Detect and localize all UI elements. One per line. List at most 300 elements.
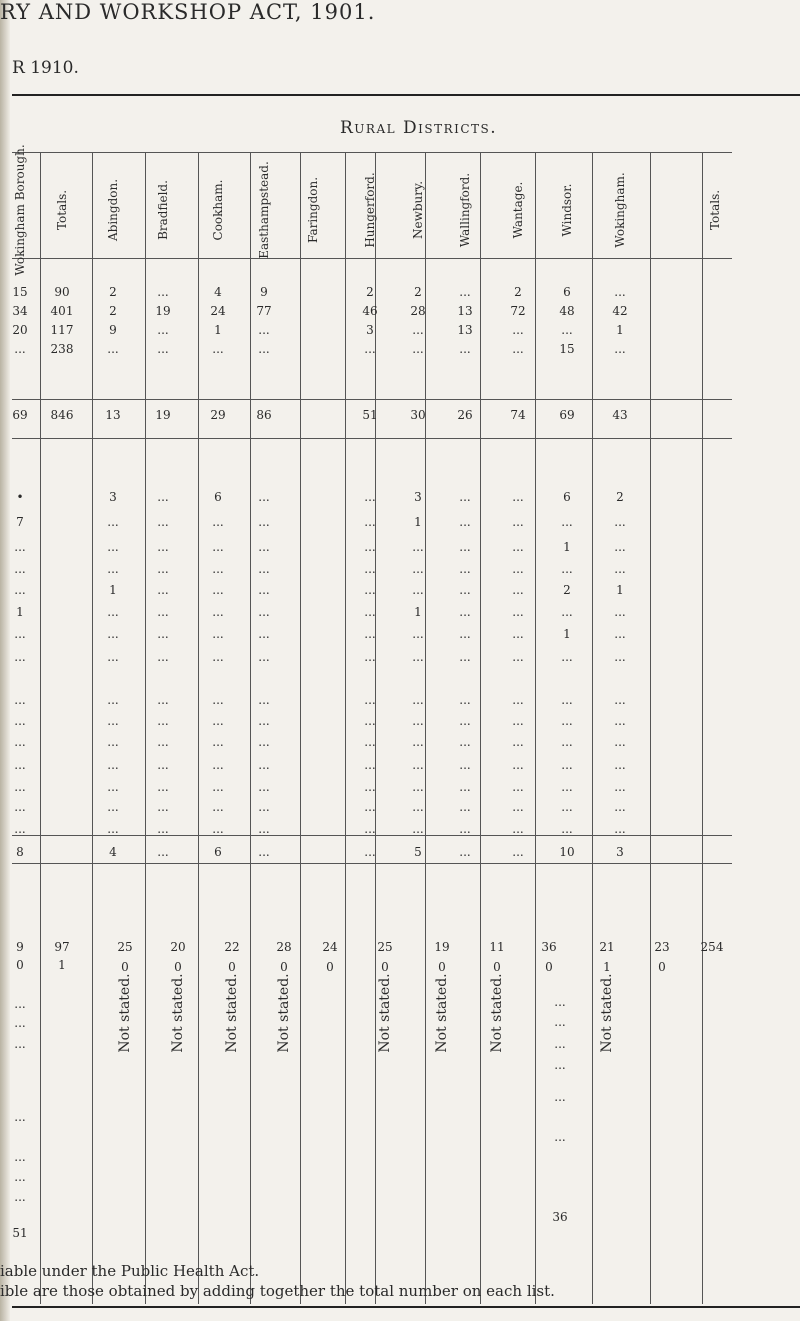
table-cell: ... — [258, 323, 270, 337]
column-header-wokingham-borough — [11, 144, 29, 276]
table-cell: 46 — [362, 304, 378, 318]
column-header-totals-right — [706, 164, 724, 256]
table-cell: ... — [614, 627, 626, 641]
column-header-district — [558, 164, 576, 256]
table-cell: ... — [364, 780, 376, 794]
table-cell: ... — [258, 822, 270, 836]
grand-total-cell: 254 — [700, 940, 724, 954]
table-cell: 6 — [563, 285, 571, 299]
count-cell: 0 — [545, 960, 553, 974]
left-cell: 15 — [12, 285, 28, 299]
table-cell: ... — [614, 758, 626, 772]
table-row-rule — [12, 438, 732, 439]
table-cell: 6 — [563, 490, 571, 504]
table-cell: ... — [614, 800, 626, 814]
table-cell: ... — [364, 800, 376, 814]
table-cell: ... — [412, 758, 424, 772]
count-cell: 36 — [541, 940, 557, 954]
left-cell: ... — [14, 800, 26, 814]
table-cell: ... — [107, 800, 119, 814]
table-cell: ... — [512, 735, 524, 749]
table-cell: ... — [512, 540, 524, 554]
table-cell: ... — [614, 714, 626, 728]
count-cell: 21 — [599, 940, 615, 954]
table-cell: 6 — [214, 490, 222, 504]
count-cell: 1 — [603, 960, 611, 974]
table-cell: ... — [258, 780, 270, 794]
table-cell: ... — [212, 714, 224, 728]
table-cell: ... — [459, 515, 471, 529]
table-cell: 4 — [214, 285, 222, 299]
table-cell: ... — [512, 583, 524, 597]
table-cell: ... — [107, 342, 119, 356]
table-cell: ... — [157, 735, 169, 749]
column-header-label: Wallingford. — [458, 172, 472, 248]
column-header-label: Totals. — [55, 189, 69, 231]
table-column-rule — [345, 152, 346, 1304]
table-cell: 1 — [414, 515, 422, 529]
table-cell: ... — [412, 540, 424, 554]
table-cell: ... — [157, 693, 169, 707]
table-cell: ... — [614, 342, 626, 356]
table-cell: ... — [107, 515, 119, 529]
table-cell: ... — [459, 800, 471, 814]
page-header-subtitle: R 1910. — [12, 58, 79, 78]
sum-cell: 26 — [457, 408, 473, 422]
table-column-rule — [300, 152, 301, 1304]
left-cell: • — [16, 490, 24, 504]
total-cell: 97 — [54, 940, 70, 954]
count-cell: 11 — [489, 940, 505, 954]
column-header-district — [304, 164, 322, 256]
not-stated-label — [487, 968, 507, 1058]
table-cell: ... — [157, 758, 169, 772]
table-cell: 3 — [366, 323, 374, 337]
not-stated-label — [168, 968, 188, 1058]
total-cell: 401 — [50, 304, 74, 318]
table-cell: ... — [614, 822, 626, 836]
left-cell: ... — [14, 583, 26, 597]
column-header-label: Easthampstead. — [257, 161, 271, 259]
sum-cell: 6 — [214, 845, 222, 859]
table-cell: 1 — [616, 583, 624, 597]
table-cell: ... — [212, 780, 224, 794]
column-header-label: Totals. — [708, 189, 722, 231]
table-cell: 1 — [414, 605, 422, 619]
not-stated-text: Not stated. — [224, 973, 240, 1053]
table-cell: ... — [157, 605, 169, 619]
column-header-label: Windsor. — [560, 183, 574, 237]
table-cell: ... — [459, 758, 471, 772]
left-cell: ... — [14, 342, 26, 356]
left-cell: ... — [14, 627, 26, 641]
total-cell: 117 — [50, 323, 74, 337]
table-cell: 15 — [559, 342, 575, 356]
table-cell: ... — [364, 627, 376, 641]
left-cell: ... — [14, 758, 26, 772]
table-cell: ... — [614, 650, 626, 664]
table-cell: ... — [258, 735, 270, 749]
sum-cell: 43 — [612, 408, 628, 422]
column-header-totals-left — [53, 164, 71, 256]
left-cell: ... — [14, 1037, 26, 1051]
table-cell: ... — [212, 650, 224, 664]
left-cell: 1 — [16, 605, 24, 619]
table-cell: ... — [364, 650, 376, 664]
table-cell: ... — [512, 758, 524, 772]
table-cell: ... — [258, 758, 270, 772]
column-header-label: Wokingham Borough. — [13, 144, 27, 276]
table-cell: ... — [212, 583, 224, 597]
table-cell: 1 — [616, 323, 624, 337]
column-header-label: Abingdon. — [106, 178, 120, 242]
table-column-rule — [198, 152, 199, 1304]
sum-cell: 29 — [210, 408, 226, 422]
left-cell: ... — [14, 1110, 26, 1124]
table-cell: ... — [412, 822, 424, 836]
count-cell: 0 — [381, 960, 389, 974]
table-cell: ... — [512, 650, 524, 664]
table-cell: ... — [412, 714, 424, 728]
sum-cell: 4 — [109, 845, 117, 859]
table-cell: ... — [258, 714, 270, 728]
count-cell: 0 — [658, 960, 666, 974]
column-header-district — [154, 164, 172, 256]
table-cell: ... — [459, 605, 471, 619]
table-cell: ... — [364, 714, 376, 728]
table-cell: ... — [157, 342, 169, 356]
count-cell: 22 — [224, 940, 240, 954]
table-cell: ... — [107, 605, 119, 619]
table-cell: ... — [561, 605, 573, 619]
table-cell: ... — [512, 693, 524, 707]
table-cell: ... — [614, 780, 626, 794]
table-cell: ... — [212, 562, 224, 576]
table-cell: ... — [512, 822, 524, 836]
left-cell: 34 — [12, 304, 28, 318]
table-cell: 24 — [210, 304, 226, 318]
sum-cell: 86 — [256, 408, 272, 422]
left-cell: ... — [14, 693, 26, 707]
column-header-label: Wokingham. — [613, 172, 627, 248]
table-cell: ... — [107, 780, 119, 794]
table-cell: ... — [459, 562, 471, 576]
table-cell: ... — [212, 342, 224, 356]
column-header-district — [209, 164, 227, 256]
left-cell: ... — [14, 780, 26, 794]
count-cell: 25 — [377, 940, 393, 954]
sum-cell: 30 — [410, 408, 426, 422]
table-cell: ... — [364, 515, 376, 529]
sum-cell: ... — [364, 845, 376, 859]
table-cell: ... — [561, 323, 573, 337]
column-header-district — [509, 164, 527, 256]
sum-cell: 8 — [16, 845, 24, 859]
sum-cell: 74 — [510, 408, 526, 422]
table-cell: ... — [561, 780, 573, 794]
left-cell: ... — [14, 1016, 26, 1030]
table-cell: ... — [364, 758, 376, 772]
total-cell: 1 — [58, 958, 66, 972]
left-cell: ... — [14, 540, 26, 554]
not-stated-label — [597, 968, 617, 1058]
footnote-2: ible are those obtained by adding together the total number on each list. — [0, 1282, 555, 1300]
table-row-rule — [12, 258, 732, 259]
table-cell: ... — [157, 650, 169, 664]
windsor-cell: ... — [554, 1090, 566, 1104]
table-cell: ... — [512, 490, 524, 504]
table-cell: ... — [212, 735, 224, 749]
table-cell: ... — [459, 342, 471, 356]
sum-cell: 846 — [50, 408, 74, 422]
column-header-label: Wantage. — [511, 181, 525, 239]
section-title: Rural Districts. — [340, 118, 498, 138]
table-cell: ... — [512, 323, 524, 337]
table-cell: 13 — [457, 323, 473, 337]
table-cell: ... — [212, 693, 224, 707]
count-cell: 0 — [280, 960, 288, 974]
left-cell: ... — [14, 997, 26, 1011]
table-column-rule — [92, 152, 93, 1304]
table-cell: ... — [107, 693, 119, 707]
table-cell: ... — [561, 800, 573, 814]
table-cell: 2 — [414, 285, 422, 299]
table-cell: 2 — [563, 583, 571, 597]
table-cell: ... — [561, 822, 573, 836]
table-cell: ... — [107, 627, 119, 641]
left-cell: ... — [14, 562, 26, 576]
table-cell: ... — [512, 562, 524, 576]
table-cell: ... — [157, 490, 169, 504]
sum-cell: ... — [157, 845, 169, 859]
table-cell: ... — [258, 693, 270, 707]
table-cell: 1 — [563, 540, 571, 554]
sum-cell: 10 — [559, 845, 575, 859]
sum-cell: 13 — [105, 408, 121, 422]
table-cell: ... — [364, 342, 376, 356]
table-cell: 48 — [559, 304, 575, 318]
table-cell: 42 — [612, 304, 628, 318]
table-cell: ... — [107, 562, 119, 576]
table-cell: 2 — [109, 304, 117, 318]
table-cell: 2 — [109, 285, 117, 299]
table-cell: 77 — [256, 304, 272, 318]
table-cell: ... — [212, 627, 224, 641]
windsor-cell: ... — [554, 1037, 566, 1051]
sum-cell: 51 — [362, 408, 378, 422]
table-cell: 3 — [109, 490, 117, 504]
table-cell: ... — [364, 735, 376, 749]
table-column-rule — [650, 152, 651, 1304]
left-cell: ... — [14, 735, 26, 749]
table-cell: ... — [258, 540, 270, 554]
table-cell: ... — [459, 583, 471, 597]
table-cell: 28 — [410, 304, 426, 318]
table-cell: ... — [258, 490, 270, 504]
sum-cell: ... — [459, 845, 471, 859]
table-cell: ... — [459, 540, 471, 554]
not-stated-text: Not stated. — [489, 973, 505, 1053]
table-cell: ... — [412, 583, 424, 597]
table-cell: ... — [512, 515, 524, 529]
left-cell: 20 — [12, 323, 28, 337]
table-cell: ... — [561, 562, 573, 576]
sum-cell: 5 — [414, 845, 422, 859]
left-cell: ... — [14, 1190, 26, 1204]
table-cell: ... — [614, 285, 626, 299]
column-header-district — [104, 164, 122, 256]
table-cell: ... — [157, 627, 169, 641]
table-cell: ... — [459, 714, 471, 728]
top-rule — [12, 94, 800, 96]
windsor-cell: ... — [554, 1058, 566, 1072]
count-cell: 28 — [276, 940, 292, 954]
table-cell: ... — [157, 540, 169, 554]
left-cell: ... — [14, 650, 26, 664]
total-cell: 90 — [54, 285, 70, 299]
table-cell: ... — [459, 735, 471, 749]
table-cell: ... — [157, 583, 169, 597]
table-cell: ... — [212, 800, 224, 814]
table-cell: ... — [212, 822, 224, 836]
table-cell: ... — [561, 758, 573, 772]
table-cell: ... — [157, 822, 169, 836]
table-cell: ... — [412, 627, 424, 641]
left-cell: 7 — [16, 515, 24, 529]
left-cell: ... — [14, 714, 26, 728]
table-cell: ... — [459, 822, 471, 836]
table-cell: ... — [459, 627, 471, 641]
footnote-1: iable under the Public Health Act. — [0, 1262, 260, 1280]
windsor-cell: ... — [554, 1015, 566, 1029]
table-cell: ... — [364, 693, 376, 707]
count-cell: 0 — [438, 960, 446, 974]
sum-cell: 69 — [559, 408, 575, 422]
table-cell: ... — [561, 650, 573, 664]
table-cell: ... — [364, 822, 376, 836]
table-cell: ... — [561, 693, 573, 707]
column-header-label: Hungerford. — [363, 172, 377, 248]
table-cell: ... — [107, 540, 119, 554]
count-cell: 0 — [493, 960, 501, 974]
table-row-rule — [12, 399, 732, 400]
table-cell: ... — [107, 735, 119, 749]
table-cell: ... — [364, 583, 376, 597]
column-header-district — [456, 164, 474, 256]
table-cell: ... — [412, 800, 424, 814]
table-cell: ... — [212, 540, 224, 554]
table-cell: 9 — [109, 323, 117, 337]
table-cell: ... — [459, 693, 471, 707]
table-cell: ... — [258, 605, 270, 619]
table-cell: ... — [107, 822, 119, 836]
table-cell: ... — [258, 562, 270, 576]
table-cell: ... — [212, 515, 224, 529]
not-stated-label — [222, 968, 242, 1058]
table-cell: ... — [412, 780, 424, 794]
not-stated-text: Not stated. — [276, 973, 292, 1053]
table-cell: ... — [157, 562, 169, 576]
table-cell: ... — [561, 714, 573, 728]
table-cell: 3 — [414, 490, 422, 504]
table-cell: ... — [614, 735, 626, 749]
table-cell: ... — [512, 627, 524, 641]
windsor-cell: ... — [554, 995, 566, 1009]
count-cell: 24 — [322, 940, 338, 954]
not-stated-text: Not stated. — [170, 973, 186, 1053]
not-stated-label — [432, 968, 452, 1058]
not-stated-text: Not stated. — [434, 973, 450, 1053]
not-stated-label — [115, 968, 135, 1058]
table-cell: ... — [258, 515, 270, 529]
table-cell: 2 — [514, 285, 522, 299]
table-cell: 1 — [214, 323, 222, 337]
table-cell: ... — [614, 693, 626, 707]
table-column-rule — [592, 152, 593, 1304]
table-cell: ... — [412, 650, 424, 664]
not-stated-text: Not stated. — [599, 973, 615, 1053]
table-cell: ... — [107, 758, 119, 772]
column-header-label: Cookham. — [211, 179, 225, 241]
not-stated-label — [375, 968, 395, 1058]
table-cell: ... — [258, 583, 270, 597]
table-cell: ... — [212, 758, 224, 772]
table-cell: ... — [258, 342, 270, 356]
table-cell: 2 — [616, 490, 624, 504]
column-header-district — [255, 161, 273, 259]
column-header-district — [361, 164, 379, 256]
table-cell: ... — [157, 800, 169, 814]
count-cell: 20 — [170, 940, 186, 954]
table-cell: ... — [412, 735, 424, 749]
column-header-district — [409, 164, 427, 256]
sum-cell: 69 — [12, 408, 28, 422]
table-cell: ... — [107, 650, 119, 664]
count-cell: 19 — [434, 940, 450, 954]
sum-cell: ... — [258, 845, 270, 859]
table-cell: ... — [512, 605, 524, 619]
left-cell: 0 — [16, 958, 24, 972]
table-cell: ... — [512, 342, 524, 356]
windsor-cell: ... — [554, 1130, 566, 1144]
left-cell: 9 — [16, 940, 24, 954]
table-cell: ... — [614, 562, 626, 576]
left-cell: ... — [14, 1170, 26, 1184]
left-cell: ... — [14, 822, 26, 836]
table-cell: ... — [459, 780, 471, 794]
left-cell: 51 — [12, 1226, 28, 1240]
table-cell: ... — [107, 714, 119, 728]
sum-cell: 3 — [616, 845, 624, 859]
table-cell: ... — [258, 800, 270, 814]
table-cell: ... — [212, 605, 224, 619]
count-cell: 0 — [326, 960, 334, 974]
table-cell: ... — [157, 780, 169, 794]
page-header-title: RY AND WORKSHOP ACT, 1901. — [0, 0, 376, 24]
table-cell: ... — [258, 627, 270, 641]
table-cell: ... — [614, 540, 626, 554]
sum-cell: 19 — [155, 408, 171, 422]
table-cell: ... — [412, 342, 424, 356]
sum-cell: ... — [512, 845, 524, 859]
table-cell: ... — [364, 605, 376, 619]
table-column-rule — [40, 152, 41, 1304]
not-stated-text: Not stated. — [377, 973, 393, 1053]
table-cell: ... — [512, 800, 524, 814]
table-cell: ... — [157, 515, 169, 529]
not-stated-label — [274, 968, 294, 1058]
table-cell: 9 — [260, 285, 268, 299]
